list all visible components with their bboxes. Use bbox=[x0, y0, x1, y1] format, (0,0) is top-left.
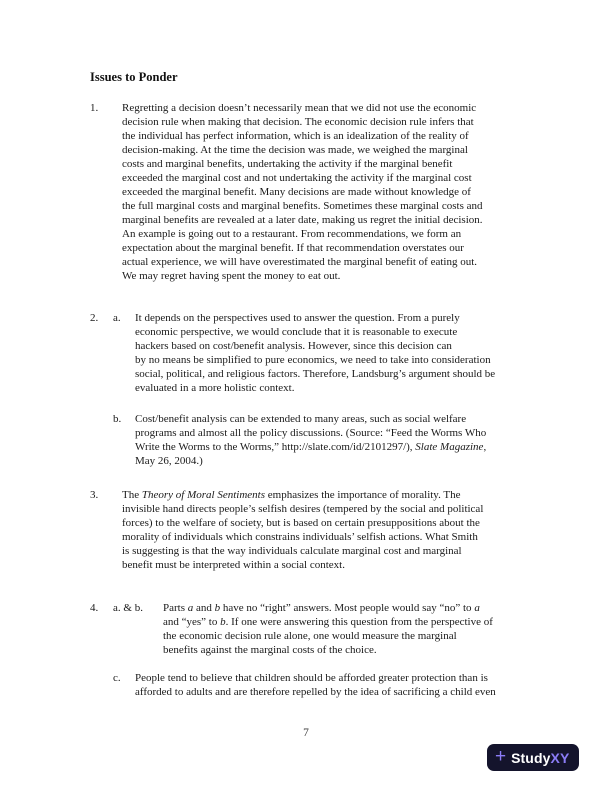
answer-item-4ab bbox=[90, 601, 535, 657]
answer-item-3 bbox=[90, 488, 535, 572]
answer-item-4c bbox=[90, 671, 535, 699]
item-letter: a. bbox=[113, 312, 121, 324]
plus-icon: + bbox=[495, 746, 507, 767]
item-text: It depends on the perspectives used to answer the question. From a purely economic perspective, we would conclude that it is reasonable to execute hackers based on cost/benefit analysis. However, since this decision can by no means be simplified to pure economics, we need to take into consideration social, political, and religious factors. Therefore, Landsburg’s argument should be evaluated in a more holistic context. bbox=[135, 312, 496, 394]
item-text: Cost/benefit analysis can be extended to many areas, such as social welfare programs and almost all the policy discussions. (Source: “Feed the Worms Who Write the Worms to the Worms,” http://slate.com/id/2101297/), Slate Magazine, May 26, 2004.) bbox=[135, 413, 487, 467]
item-letter: c. bbox=[113, 672, 121, 684]
item-text: People tend to believe that children should be afforded greater protection than is afforded to adults and are therefore repelled by the idea of sacrificing a child even bbox=[135, 672, 496, 698]
logo-text-study: Study bbox=[511, 749, 551, 766]
studyxy-logo bbox=[487, 744, 579, 771]
page-number: 7 bbox=[303, 727, 309, 739]
item-text: Parts a and b have no “right” answers. Most people would say “no” to a and “yes” to b. If one were answering this question from the perspective of the economic decision rule alone, one would measure the marginal benefits against the marginal costs of the choice. bbox=[163, 602, 493, 656]
item-text: The Theory of Moral Sentiments emphasizes the importance of morality. The invisible hand directs people’s selfish desires (tempered by the social and political forces) to the welfare of society, but is based on certain presuppositions about the morality of individuals which constrains individuals’ selfish actions. What Smith is suggesting is that the way individuals calculate marginal cost and marginal benefit must be interpreted within a social context. bbox=[122, 489, 484, 571]
answer-item-2a bbox=[90, 311, 535, 395]
answer-item-2b bbox=[90, 412, 535, 468]
item-letter: b. bbox=[113, 413, 122, 425]
item-number: 1. bbox=[90, 102, 99, 114]
item-number: 2. bbox=[90, 312, 99, 324]
item-text: Regretting a decision doesn’t necessarily mean that we did not use the economic decision rule when making that decision. The economic decision rule infers that the individual has perfect information, which is an idealization of the reality of decision-making. At the time the decision was made, we weighed the marginal costs and marginal benefits, undertaking the activity if the marginal benefit exceeded the marginal cost and not undertaking the activity if the marginal cost exceeded the marginal benefit. Many decisions are made without knowledge of the full marginal costs and marginal benefits. Sometimes these marginal costs and marginal benefits are revealed at a later date, making us regret the initial decision. An example is going out to a restaurant. From recommendations, we form an expectation about the marginal benefit. If that recommendation overstates our actual experience, we will have overestimated the marginal benefit of eating out. We may regret having spent the money to eat out. bbox=[122, 102, 483, 282]
item-number: 4. bbox=[90, 602, 99, 614]
section-heading: Issues to Ponder bbox=[90, 70, 178, 84]
page-content bbox=[90, 70, 535, 699]
answer-item-1 bbox=[90, 101, 535, 283]
logo-text-xy: XY bbox=[550, 749, 570, 766]
item-number: 3. bbox=[90, 489, 99, 501]
item-letter: a. & b. bbox=[113, 602, 143, 614]
